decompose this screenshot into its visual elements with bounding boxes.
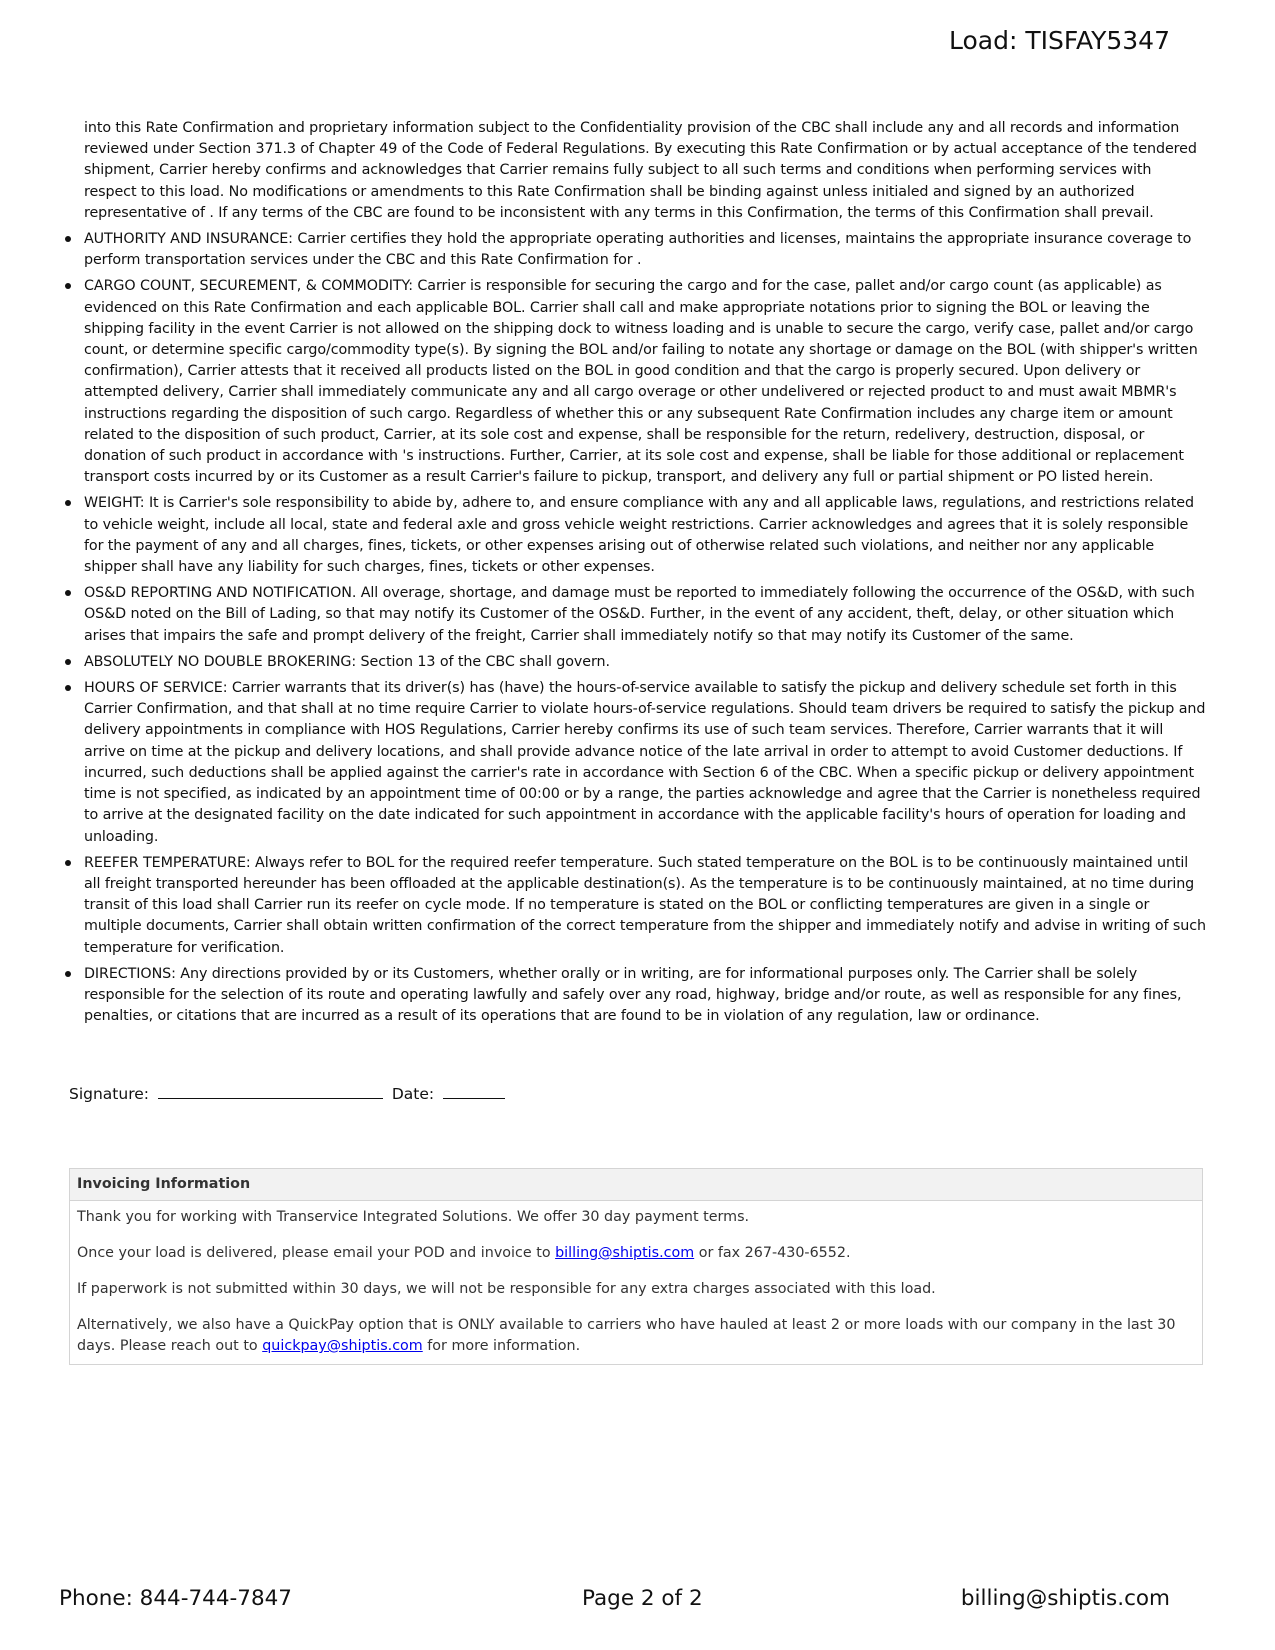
billing-email-link[interactable]: billing@shiptis.com <box>555 1245 695 1261</box>
invoicing-text: Once your load is delivered, please email your POD and invoice to <box>77 1245 556 1261</box>
invoicing-line-quickpay <box>77 1315 1195 1357</box>
term-text: REEFER TEMPERATURE: Always refer to BOL for the required reefer temperature. Such stated temperature on the BOL is to be continuously maintained until all freight transported hereunder has been offloaded at the applicable destination(s). As the temperature is to be continuously maintained, at no time during transit of this load shall Carrier run its reefer on cycle mode. If no temperature is stated on the BOL or conflicting temperatures are given in a single or multiple documents, Carrier shall obtain written confirmation of the correct temperature from the shipper and immediately notify and advise in writing of such temperature for verification. <box>84 854 1206 956</box>
bullet-icon <box>65 685 71 691</box>
term-double-brokering <box>84 652 1206 673</box>
term-cargo-count <box>84 276 1206 488</box>
term-text: WEIGHT: It is Carrier's sole responsibility to abide by, adhere to, and ensure compliance with any and all applicable laws, regulations, and restrictions related to vehicle weight, include all local, state and federal axle and gross vehicle weight restrictions. Carrier acknowledges and agrees that it is solely responsible for the payment of any and all charges, fines, tickets, or other expenses arising out of otherwise related such violations, and neither nor any applicable shipper shall have any liability for such charges, fines, tickets or other expenses. <box>84 495 1194 576</box>
invoicing-line-deadline: If paperwork is not submitted within 30 days, we will not be responsible for any extra charges associated with this load. <box>77 1281 936 1297</box>
invoicing-line-pod <box>77 1243 1195 1264</box>
term-hours-of-service <box>84 678 1206 848</box>
quickpay-email-link[interactable]: quickpay@shiptis.com <box>262 1338 423 1354</box>
invoicing-line-terms: Thank you for working with Transervice Integrated Solutions. We offer 30 day payment terms. <box>77 1209 750 1225</box>
bullet-icon <box>65 590 71 596</box>
term-directions <box>84 964 1206 1028</box>
footer-page-number: Page 2 of 2 <box>582 1586 703 1611</box>
invoicing-title: Invoicing Information <box>70 1169 1202 1201</box>
date-field[interactable] <box>443 1084 505 1099</box>
bullet-icon <box>65 971 71 977</box>
invoicing-text: or fax 267-430-6552. <box>694 1245 851 1261</box>
signature-line <box>69 1084 505 1103</box>
signature-label: Signature: <box>69 1085 149 1103</box>
term-text: ABSOLUTELY NO DOUBLE BROKERING: Section 13 of the CBC shall govern. <box>84 653 610 670</box>
signature-field[interactable] <box>158 1084 383 1099</box>
term-weight <box>84 493 1206 578</box>
invoicing-text: Alternatively, we also have a QuickPay option that is ONLY available to carriers who have hauled at least 2 or more loads with our company in the last 30 days. Please reach out to <box>77 1317 1176 1354</box>
term-text: CARGO COUNT, SECUREMENT, & COMMODITY: Carrier is responsible for securing the cargo and for the case, pallet and/or cargo count (as applicable) as evidenced on this Rate Confirmation and each applicable BOL. Carrier shall call and make appropriate notations prior to signing the BOL or leaving the shipping facility in the event Carrier is not allowed on the shipping dock to witness loading and is unable to secure the cargo, verify case, pallet and/or cargo count, or determine specific cargo/commodity type(s). By signing the BOL and/or failing to notate any shortage or damage on the BOL (with shipper's written confirmation), Carrier attests that it received all products listed on the BOL in good condition and that the cargo is properly secured. Upon delivery or attempted delivery, Carrier shall immediately communicate any and all cargo overage or other undelivered or rejected product to and must await MBMR's instructions regarding the disposition of such cargo. Regardless of whether this or any subsequent Rate Confirmation includes any charge item or amount related to the disposition of such product, Carrier, at its sole cost and expense, shall be responsible for the return, redelivery, destruction, disposal, or donation of such product in accordance with 's instructions. Further, Carrier, at its sole cost and expense, shall be liable for those additional or replacement transport costs incurred by or its Customer as a result Carrier's failure to pickup, transport, and delivery any full or partial shipment or PO listed herein. <box>84 278 1198 486</box>
term-authority-insurance <box>84 229 1206 271</box>
term-osd-reporting <box>84 583 1206 647</box>
term-text: DIRECTIONS: Any directions provided by or its Customers, whether orally or in writing, are for informational purposes only. The Carrier shall be solely responsible for the selection of its route and operating lawfully and safely over any road, highway, bridge and/or route, as well as responsible for any fines, penalties, or citations that are incurred as a result of its operations that are found to be in violation of any regulation, law or ordinance. <box>84 965 1182 1025</box>
terms-section <box>84 118 1206 1032</box>
invoicing-body <box>70 1201 1202 1357</box>
terms-list <box>84 229 1206 1027</box>
term-reefer-temperature <box>84 853 1206 959</box>
load-number: Load: TISFAY5347 <box>949 26 1170 55</box>
invoicing-text: for more information. <box>422 1338 581 1354</box>
bullet-icon <box>65 659 71 665</box>
footer-email: billing@shiptis.com <box>960 1586 1170 1611</box>
term-text: AUTHORITY AND INSURANCE: Carrier certifies they hold the appropriate operating authorities and licenses, maintains the appropriate insurance coverage to perform transportation services under the CBC and this Rate Confirmation for . <box>84 231 1192 269</box>
bullet-icon <box>65 860 71 866</box>
bullet-icon <box>65 283 71 289</box>
bullet-icon <box>65 236 71 242</box>
bullet-icon <box>65 500 71 506</box>
footer-phone: Phone: 844-744-7847 <box>59 1586 292 1611</box>
invoicing-panel <box>69 1168 1203 1365</box>
term-text: HOURS OF SERVICE: Carrier warrants that its driver(s) has (have) the hours-of-service available to satisfy the pickup and delivery schedule set forth in this Carrier Confirmation, and that shall at no time require Carrier to violate hours-of-service regulations. Should team drivers be required to satisfy the pickup and delivery appointments in compliance with HOS Regulations, Carrier hereby confirms its use of such team services. Therefore, Carrier warrants that it will arrive on time at the pickup and delivery locations, and shall provide advance notice of the late arrival in order to attempt to avoid Customer deductions. If incurred, such deductions shall be applied against the carrier's rate in accordance with Section 6 of the CBC. When a specific pickup or delivery appointment time is not specified, as indicated by an appointment time of 00:00 or by a range, the parties acknowledge and agree that the Carrier is nonetheless required to arrive at the designated facility on the date indicated for such appointment in accordance with the applicable facility's hours of operation for loading and unloading. <box>84 680 1206 845</box>
term-text: OS&D REPORTING AND NOTIFICATION. All overage, shortage, and damage must be reported to immediately following the occurrence of the OS&D, with such OS&D noted on the Bill of Lading, so that may notify its Customer of the OS&D. Further, in the event of any accident, theft, delay, or other situation which arises that impairs the safe and prompt delivery of the freight, Carrier shall immediately notify so that may notify its Customer of the same. <box>84 585 1195 644</box>
terms-intro: into this Rate Confirmation and proprietary information subject to the Confidentiality provision of the CBC shall include any and all records and information reviewed under Section 371.3 of Chapter 49 of the Code of Federal Regulations. By executing this Rate Confirmation or by actual acceptance of the tendered shipment, Carrier hereby confirms and acknowledges that Carrier remains fully subject to all such terms and conditions when performing services with respect to this load. No modifications or amendments to this Rate Confirmation shall be binding against unless initialed and signed by an authorized representative of . If any terms of the CBC are found to be inconsistent with any terms in this Confirmation, the terms of this Confirmation shall prevail. <box>84 120 1197 221</box>
date-label: Date: <box>391 1085 435 1103</box>
